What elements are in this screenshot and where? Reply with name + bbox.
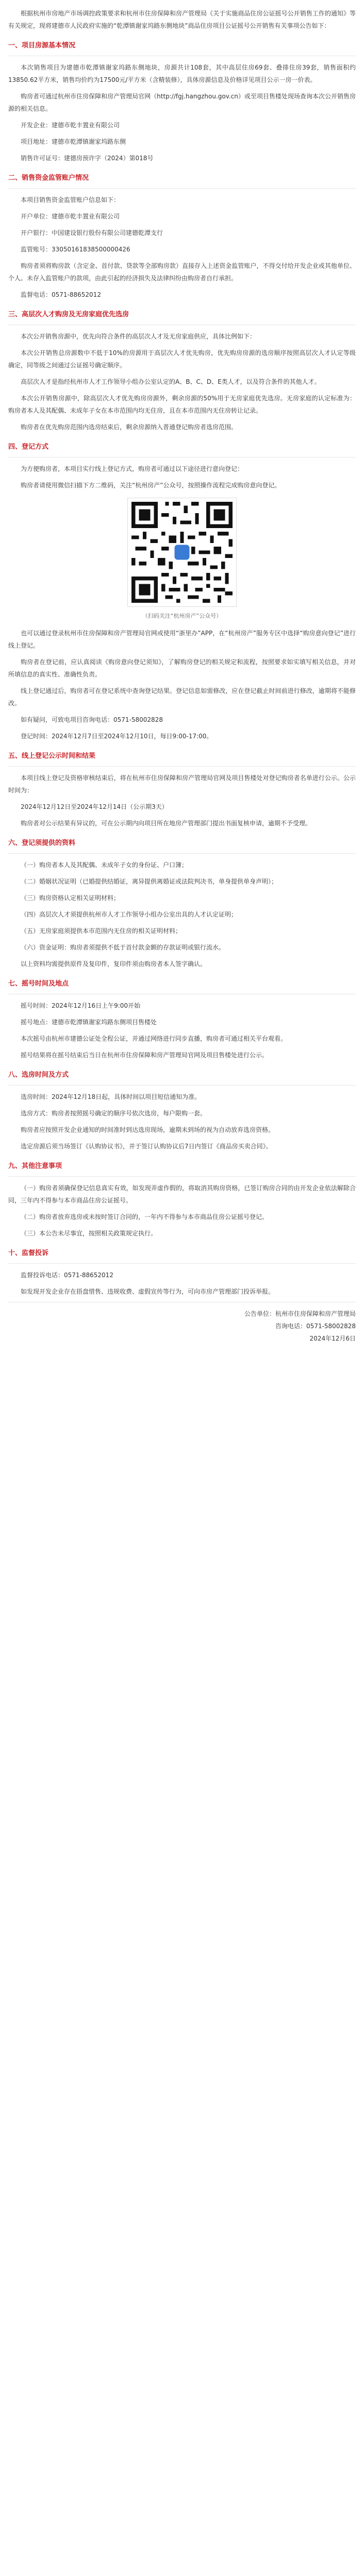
section-paragraph: 以上资料均需提供原件及复印件，复印件须由购房者本人签字确认。 bbox=[21, 960, 207, 968]
section-paragraph: 本次销售项目为建德市乾潭镇谢家坞路东侧地块，房源共计108套，其中高层住房69套、叠排住房39套，销售面积约13850.62平方米，销售均价约为17500元/平方米（含精装修），具体房源信息及价格详见项目公示一房一价表。 bbox=[8, 64, 356, 83]
section-paragraph: 本次公开销售房源中，优先向符合条件的高层次人才及无房家庭供应，具体比例如下： bbox=[21, 333, 256, 340]
section-paragraph: 本次摇号由杭州市建德公证处全程公证，并通过网络进行同步直播，购房者可通过相关平台观看。 bbox=[21, 1035, 287, 1042]
section-divider bbox=[8, 1085, 356, 1086]
section-title: 七、摇号时间及地点 bbox=[8, 980, 69, 988]
section-paragraph: 开户单位：建德市乾丰置业有限公司 bbox=[21, 213, 120, 220]
qr-block bbox=[0, 498, 364, 620]
section-paragraph: 监督电话：0571-88652012 bbox=[21, 291, 101, 298]
section-divider bbox=[8, 1263, 356, 1264]
section-divider bbox=[8, 853, 356, 854]
section-paragraph: 购房者在优先购房范围内选房结束后，剩余房源纳入普通登记购房者选房范围。 bbox=[21, 423, 238, 431]
section-paragraph: （二）婚姻状况证明（已婚提供结婚证，离异提供离婚证或法院判决书，单身提供单身声明）； bbox=[21, 878, 278, 885]
section-paragraph: 开户银行：中国建设银行股份有限公司建德乾潭支行 bbox=[21, 229, 163, 236]
section-paragraph: （一）购房者本人及其配偶、未成年子女的身份证、户口簿； bbox=[21, 861, 188, 869]
section-paragraph: 监管账号：33050161838500000426 bbox=[21, 246, 130, 253]
section-paragraph: 选房方式：购房者按照摇号确定的顺序号依次选房，每户限购一套。 bbox=[21, 1110, 207, 1117]
section-paragraph: （一）购房者须确保登记信息真实有效，如发现弄虚作假的，将取消其购房资格，已签订购房合同的由开发企业依法解除合同，三年内不得参与本市商品住房公证摇号。 bbox=[8, 1184, 356, 1204]
qr-code-icon[interactable] bbox=[127, 498, 237, 607]
sign-date: 2024年12月6日 bbox=[309, 1335, 356, 1342]
section-paragraph: 为方便购房者，本项目实行线上登记方式，购房者可通过以下途径进行意向登记： bbox=[21, 465, 244, 472]
section-paragraph: （三）本公告未尽事宜，按照相关政策规定执行。 bbox=[21, 1230, 157, 1237]
section-paragraph: 摇号结果将在摇号结束后当日在杭州市住房保障和房产管理局官网及项目售楼处进行公示。 bbox=[21, 1052, 269, 1059]
qr-caption: （扫码关注“杭州房产”公众号） bbox=[142, 613, 222, 619]
section-paragraph: 销售许可证号：建德房预许字（2024）第018号 bbox=[21, 155, 154, 162]
section-paragraph: 如有疑问，可致电项目咨询电话：0571-58002828 bbox=[21, 716, 163, 723]
section-divider bbox=[8, 766, 356, 767]
section-paragraph: 开发企业：建德市乾丰置业有限公司 bbox=[21, 122, 120, 129]
section-paragraph: 本次公开销售总房源数中不低于10%的房源用于高层次人才优先购房，优先购房房源的选房顺序按照高层次人才认定等级确定，同等级之间通过公证摇号确定顺序。 bbox=[8, 349, 356, 369]
intro-paragraph: 根据杭州市房地产市场调控政策要求和杭州市住房保障和房产管理局《关于实施商品住房公证摇号公开销售工作的通知》等有关规定，现将建德市人民政府实施的“乾潭镇谢家坞路东侧地块”商品住房项目公证摇号公开销售有关事项公告如下： bbox=[8, 10, 356, 29]
section-paragraph: 本项目销售资金监管账户信息如下： bbox=[21, 196, 120, 204]
section-paragraph: 选房时间：2024年12月18日起，具体时间以项目短信通知为准。 bbox=[21, 1093, 201, 1100]
section-paragraph: 选定房源后须当场签订《认购协议书》，并于签订认购协议后7日内签订《商品房买卖合同》。 bbox=[21, 1143, 272, 1150]
section-title: 五、线上登记公示时间和结果 bbox=[8, 752, 96, 760]
section-divider bbox=[8, 188, 356, 189]
section-title: 八、选房时间及方式 bbox=[8, 1071, 69, 1079]
section-paragraph: （五）无房家庭须提供本市范围内无住房的相关证明材料； bbox=[21, 927, 182, 935]
section-title: 三、高层次人才购房及无房家庭优先选房 bbox=[8, 311, 129, 318]
section-title: 四、登记方式 bbox=[8, 443, 49, 451]
section-paragraph: （三）购房资格认定相关证明材料； bbox=[21, 894, 120, 902]
section-paragraph: 2024年12月12日至2024年12月14日（公示期3天） bbox=[21, 803, 168, 810]
section-paragraph: 摇号时间：2024年12月16日上午9:00开始 bbox=[21, 1002, 141, 1009]
section-paragraph: （六）资金证明：购房者须提供不低于首付款金额的存款证明或银行流水。 bbox=[21, 944, 225, 951]
section-paragraph: 购房者在登记前，应认真阅读《购房意向登记须知》，了解购房登记的相关规定和流程，按照要求如实填写相关信息，并对所填信息的真实性、准确性负责。 bbox=[8, 658, 356, 678]
section-paragraph: 购房者可通过杭州市住房保障和房产管理局官网（http://fgj.hangzhou.gov.cn）或至项目售楼处现场查询本次公开销售房源的相关信息。 bbox=[8, 93, 356, 112]
section-title: 六、登记须提供的资料 bbox=[8, 839, 76, 847]
section-paragraph: 如发现开发企业存在捂盘惜售、违规收费、虚假宣传等行为，可向市房产管理部门投诉举报。 bbox=[21, 1288, 275, 1295]
section-divider bbox=[8, 1176, 356, 1177]
section-paragraph: 购房者对公示结果有异议的，可在公示期内向项目所在地房产管理部门提出书面复核申请，逾期不予受理。 bbox=[21, 820, 312, 827]
section-paragraph: 也可以通过登录杭州市住房保障和房产管理局官网或使用“浙里办”APP，在“杭州房产”服务专区中选择“购房意向登记”进行线上登记。 bbox=[8, 630, 356, 649]
section-paragraph: （二）购房者放弃选房或未按时签订合同的，一年内不得参与本市商品住房公证摇号登记。 bbox=[21, 1213, 269, 1221]
sections-part-2 bbox=[8, 627, 356, 1298]
sign-org: 公告单位：杭州市住房保障和房产管理局 bbox=[244, 1310, 356, 1317]
section-title: 十、监督投诉 bbox=[8, 1249, 49, 1257]
section-paragraph: 登记时间：2024年12月7日至2024年12月10日，每日9:00-17:00。 bbox=[21, 733, 213, 740]
section-paragraph: 监督投诉电话：0571-88652012 bbox=[21, 1272, 113, 1279]
section-paragraph: 购房者请使用微信扫描下方二维码，关注“杭州房产”公众号，按照操作流程完成购房意向登记。 bbox=[21, 482, 281, 489]
section-title: 九、其他注意事项 bbox=[8, 1162, 62, 1170]
section-paragraph: 购房者须将购房款（含定金、首付款、贷款等全部购房款）直接存入上述资金监管账户，不得交付给开发企业或其他单位、个人。未存入监管账户的款项，由此引起的经济损失及法律纠纷由购房者自行承担。 bbox=[8, 262, 356, 282]
section-paragraph: 项目地址：建德市乾潭镇谢家坞路东侧 bbox=[21, 138, 126, 145]
section-title: 一、项目房源基本情况 bbox=[8, 42, 76, 49]
section-title: 二、销售资金监管账户情况 bbox=[8, 174, 89, 182]
section-paragraph: 高层次人才是指经杭州市人才工作领导小组办公室认定的A、B、C、D、E类人才，以及符合条件的其他人才。 bbox=[21, 378, 321, 385]
section-paragraph: 购房者应按照开发企业通知的时间准时到达选房现场，逾期未到场的视为自动放弃选房资格。 bbox=[21, 1126, 275, 1133]
sign-tel: 咨询电话：0571-58002828 bbox=[275, 1323, 356, 1330]
section-paragraph: 本次公开销售房源中，除高层次人才优先购房房源外，剩余房源的50%用于无房家庭优先选房。无房家庭的认定标准为：购房者本人及其配偶、未成年子女在本市范围内均无住房，且在本市范围内无住房转让记录。 bbox=[8, 395, 356, 414]
section-paragraph: 线上登记通过后，购房者可在登记系统中查询登记结果。登记信息如需修改，应在登记截止时间前进行修改，逾期将不能修改。 bbox=[8, 687, 356, 707]
section-paragraph: 摇号地点：建德市乾潭镇谢家坞路东侧项目售楼处 bbox=[21, 1019, 157, 1026]
section-paragraph: 本项目线上登记及资格审核结束后，将在杭州市住房保障和房产管理局官网及项目售楼处对登记购房者名单进行公示。公示时间为： bbox=[8, 774, 356, 794]
section-paragraph: （四）高层次人才须提供杭州市人才工作领导小组办公室出具的人才认定证明； bbox=[21, 911, 238, 918]
sections-part-1 bbox=[8, 39, 356, 492]
